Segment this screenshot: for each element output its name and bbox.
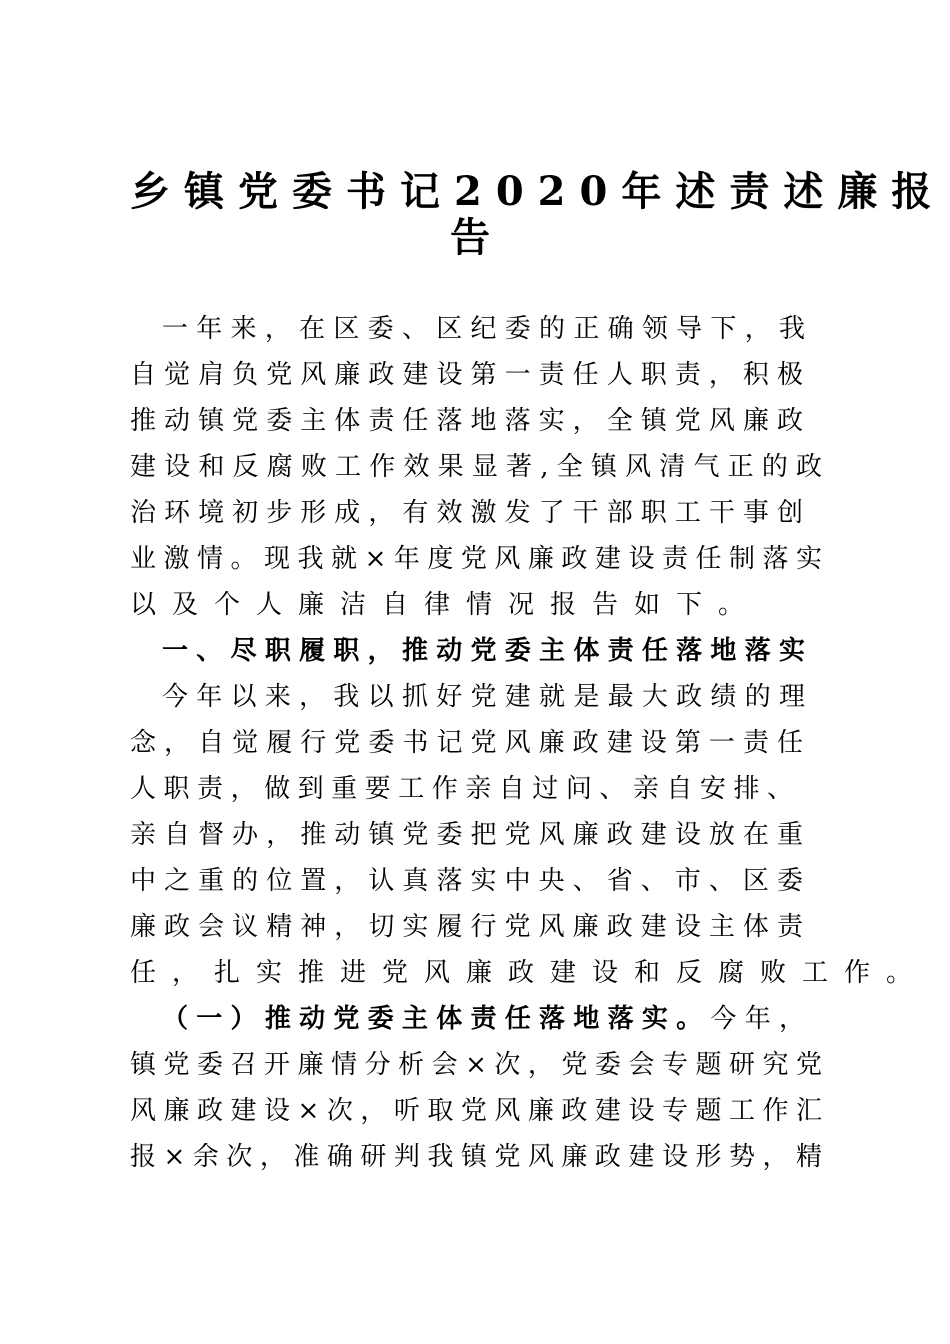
intro-line: 自觉肩负党风廉政建设第一责任人职责，积极 <box>130 360 803 390</box>
body-line: 人职责，做到重要工作亲自过问、亲自安排、 <box>130 774 793 804</box>
intro-line: 业激情。现我就×年度党风廉政建设责任制落实 <box>130 544 822 574</box>
subsection-heading: （一）推动党委主体责任落地落实。 <box>162 1004 711 1034</box>
document-title-line-2: 告 <box>450 214 504 261</box>
body-line: 廉政会议精神，切实履行党风廉政建设主体责 <box>130 912 803 942</box>
intro-line: 推动镇党委主体责任落地落实，全镇党风廉政 <box>130 406 803 436</box>
body-line: 亲自督办，推动镇党委把党风廉政建设放在重 <box>130 820 803 850</box>
subsection-first-line <box>162 999 805 1039</box>
body-line: 镇党委召开廉情分析会×次，党委会专题研究党 <box>130 1050 822 1080</box>
intro-line: 一年来，在区委、区纪委的正确领导下，我 <box>162 314 805 344</box>
intro-line: 以及个人廉洁自律情况报告如下。 <box>130 590 761 620</box>
intro-line: 建设和反腐败工作效果显著,全镇风清气正的政 <box>130 452 822 482</box>
document-title-line-1: 乡镇党委书记2020年述责述廉报 <box>130 168 946 215</box>
body-line: 中之重的位置，认真落实中央、省、市、区委 <box>130 866 803 896</box>
body-line: 任，扎实推进党风廉政建设和反腐败工作。 <box>130 958 929 988</box>
intro-line: 治环境初步形成，有效激发了干部职工干事创 <box>130 498 803 528</box>
section-heading: 一、尽职履职，推动党委主体责任落地落实 <box>162 636 805 666</box>
body-line: 风廉政建设×次，听取党风廉政建设专题工作汇 <box>130 1096 822 1126</box>
body-line: 报×余次，准确研判我镇党风廉政建设形势，精 <box>130 1142 822 1172</box>
subsection-lead-text: 今年， <box>710 1004 805 1034</box>
body-line: 念，自觉履行党委书记党风廉政建设第一责任 <box>130 728 803 758</box>
body-line: 今年以来，我以抓好党建就是最大政绩的理 <box>162 682 805 712</box>
